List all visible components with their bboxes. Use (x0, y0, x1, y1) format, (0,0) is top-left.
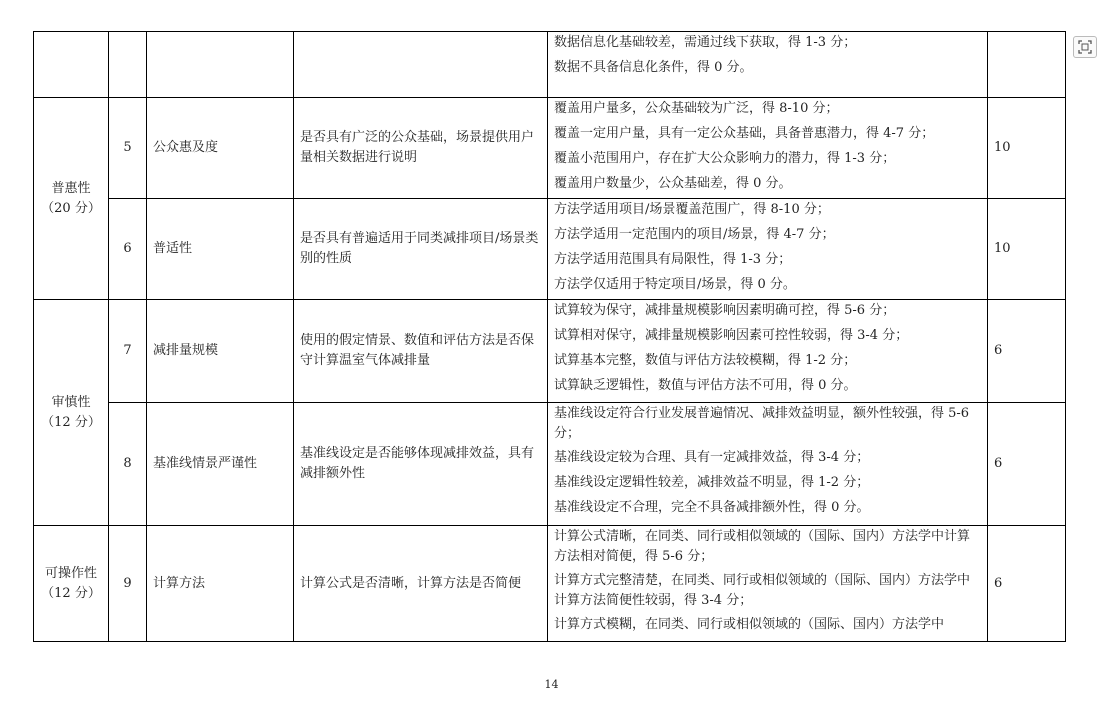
criteria-line: 方法学适用项目/场景覆盖范围广，得 8-10 分； (554, 202, 830, 217)
table-row-fragment (34, 32, 1066, 98)
criteria-line: 试算基本完整，数值与评估方法较模糊，得 1-2 分； (554, 353, 857, 368)
evaluation-table (33, 31, 1066, 642)
indicator-name: 公众惠及度 (147, 98, 294, 199)
criteria-line: 基准线设定不合理，完全不具备减排额外性，得 0 分。 (554, 500, 870, 515)
criteria-line: 数据信息化基础较差，需通过线下获取，得 1-3 分； (554, 35, 857, 50)
page-number: 14 (544, 678, 559, 691)
indicator-cell-empty (147, 32, 294, 98)
criteria-cell (548, 199, 988, 300)
row-number: 9 (109, 526, 147, 642)
row-number: 5 (109, 98, 147, 199)
score-cell: 10 (988, 199, 1066, 300)
category-name: 普惠性 (51, 180, 91, 196)
criteria-line: 计算方式完整清楚，在同类、同行或相似领域的（国际、国内）方法学中计算方法简便性较弱，得 3-4 分； (554, 573, 971, 608)
score-cell-empty (988, 32, 1066, 98)
criteria-line: 数据不具备信息化条件，得 0 分。 (554, 60, 753, 75)
criteria-line: 基准线设定逻辑性较差，减排效益不明显，得 1-2 分； (554, 475, 870, 490)
expand-icon-glyph (1078, 40, 1092, 54)
criteria-cell (548, 403, 988, 526)
category-cell (34, 98, 109, 300)
criteria-line: 方法学仅适用于特定项目/场景，得 0 分。 (554, 277, 796, 292)
row-number: 7 (109, 300, 147, 403)
category-name: 可操作性 (44, 565, 97, 581)
category-weight: （12 分） (41, 414, 101, 430)
score-cell: 6 (988, 300, 1066, 403)
category-cell-empty (34, 32, 109, 98)
indicator-name: 减排量规模 (147, 300, 294, 403)
category-cell (34, 526, 109, 642)
criteria-line: 计算方式模糊，在同类、同行或相似领域的（国际、国内）方法学中 (554, 617, 945, 632)
table-row (34, 403, 1066, 526)
criteria-line: 覆盖用户量多，公众基础较为广泛，得 8-10 分； (554, 101, 839, 116)
table-row (34, 199, 1066, 300)
criteria-line: 试算缺乏逻辑性，数值与评估方法不可用，得 0 分。 (554, 378, 857, 393)
row-number: 6 (109, 199, 147, 300)
indicator-name: 基准线情景严谨性 (147, 403, 294, 526)
no-cell-empty (109, 32, 147, 98)
category-name: 审慎性 (51, 394, 91, 410)
category-cell (34, 300, 109, 526)
indicator-name: 普适性 (147, 199, 294, 300)
indicator-description: 基准线设定是否能够体现减排效益，具有减排额外性 (294, 403, 548, 526)
criteria-line: 试算较为保守，减排量规模影响因素明确可控，得 5-6 分； (554, 303, 896, 318)
category-weight: （12 分） (41, 585, 101, 601)
indicator-name: 计算方法 (147, 526, 294, 642)
criteria-line: 方法学适用一定范围内的项目/场景，得 4-7 分； (554, 227, 835, 242)
criteria-line: 覆盖用户数量少，公众基础差，得 0 分。 (554, 176, 792, 191)
criteria-line: 试算相对保守，减排量规模影响因素可控性较弱，得 3-4 分； (554, 328, 909, 343)
row-number: 8 (109, 403, 147, 526)
criteria-cell (548, 98, 988, 199)
criteria-line: 计算公式清晰，在同类、同行或相似领域的（国际、国内）方法学中计算方法相对简便，得 5-6 分； (554, 529, 971, 564)
criteria-cell (548, 32, 988, 98)
score-cell: 6 (988, 403, 1066, 526)
indicator-description: 计算公式是否清晰，计算方法是否简便 (294, 526, 548, 642)
criteria-line: 方法学适用范围具有局限性，得 1-3 分； (554, 252, 792, 267)
expand-icon[interactable] (1073, 36, 1097, 58)
table-row (34, 526, 1066, 642)
score-cell: 6 (988, 526, 1066, 642)
criteria-line: 覆盖小范围用户，存在扩大公众影响力的潜力，得 1-3 分； (554, 151, 896, 166)
criteria-line: 覆盖一定用户量，具有一定公众基础，具备普惠潜力，得 4-7 分； (554, 126, 935, 141)
criteria-line: 基准线设定符合行业发展普遍情况、减排效益明显，额外性较强，得 5-6 分； (554, 406, 970, 441)
indicator-description: 是否具有广泛的公众基础，场景提供用户量相关数据进行说明 (294, 98, 548, 199)
criteria-cell (548, 300, 988, 403)
indicator-description: 是否具有普遍适用于同类减排项目/场景类别的性质 (294, 199, 548, 300)
category-weight: （20 分） (41, 200, 101, 216)
description-cell-empty (294, 32, 548, 98)
criteria-cell (548, 526, 988, 642)
table-row (34, 98, 1066, 199)
indicator-description: 使用的假定情景、数值和评估方法是否保守计算温室气体减排量 (294, 300, 548, 403)
score-cell: 10 (988, 98, 1066, 199)
criteria-line: 基准线设定较为合理、具有一定减排效益，得 3-4 分； (554, 450, 870, 465)
table-row (34, 300, 1066, 403)
